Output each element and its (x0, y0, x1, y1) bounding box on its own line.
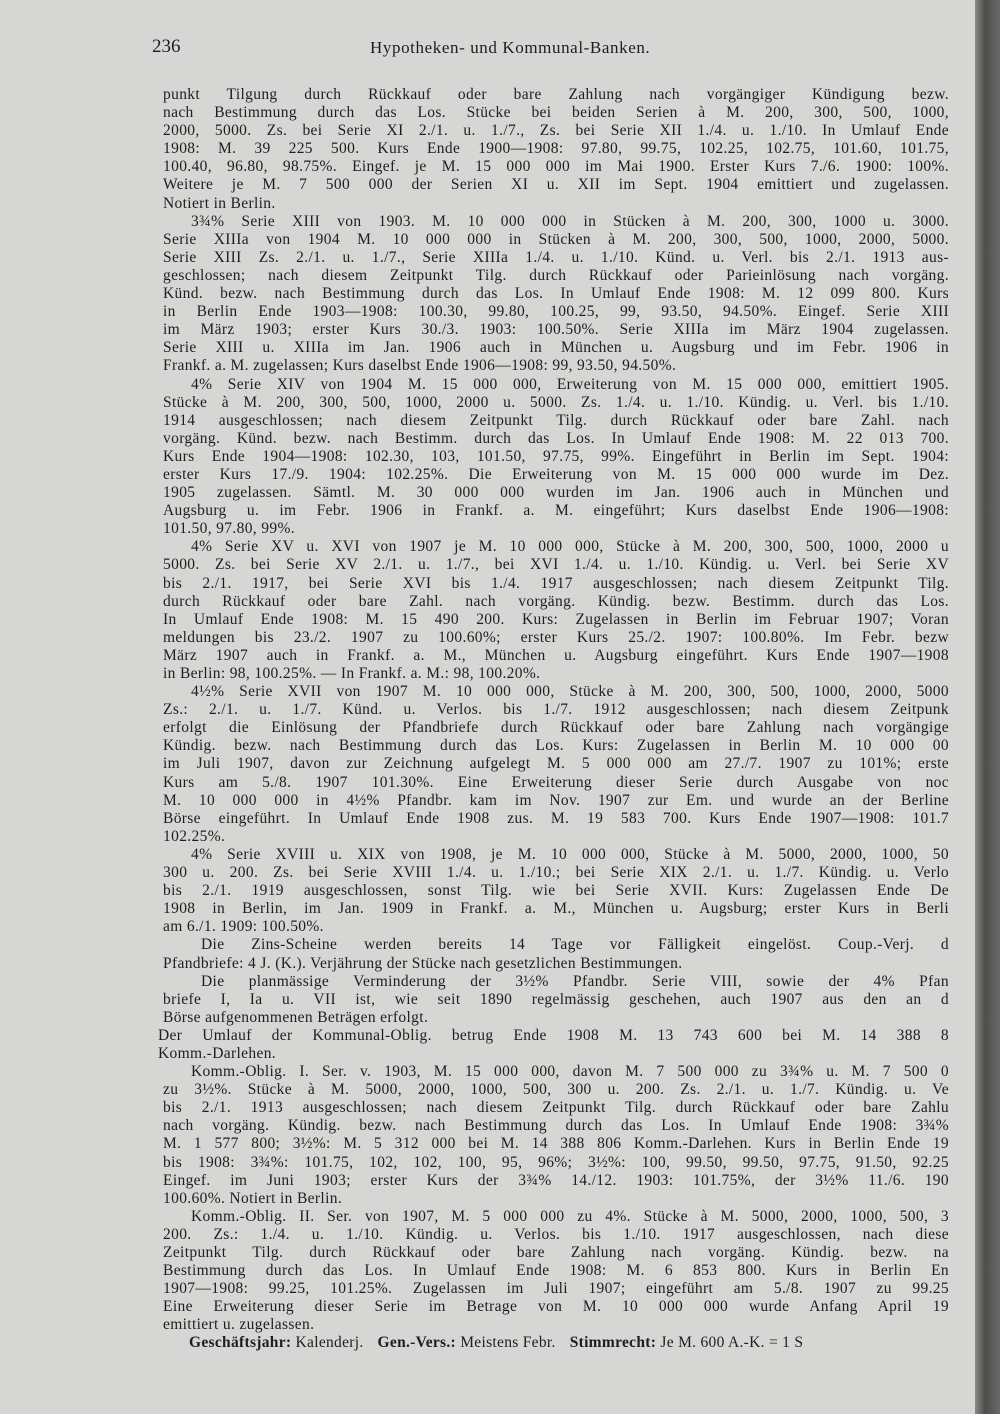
footer-field (189, 1334, 364, 1351)
text-line: 1914 ausgeschlossen; nach diesem Zeitpunkt Tilg. durch Rückkauf oder bare Zahl. nach (163, 411, 949, 429)
text-line: Zeitpunkt Tilg. durch Rückkauf oder bare Zahlung nach vorgäng. Kündig. bezw. na (163, 1244, 949, 1261)
paragraph (163, 846, 949, 936)
text-line: 1905 zugelassen. Sämtl. M. 30 000 000 wurden im Jan. 1906 auch in München und (163, 484, 949, 502)
text-line: in Berlin: 98, 100.25%. — In Frankf. a. M.: 98, 100.20%. (163, 665, 541, 682)
text-line: Bestimmung durch das Los. In Umlauf Ende 1908: M. 6 853 800. Kurs in Berlin En (163, 1262, 949, 1280)
text-line: Kündig. bezw. nach Bestimmung durch das Los. Kurs: Zugelassen in Berlin M. 10 000 00 (163, 737, 949, 755)
text-line: Weitere je M. 7 500 000 der Serien XI u. XII im Sept. 1904 emittiert und zugelassen. (163, 176, 949, 194)
paragraph (163, 376, 949, 539)
text-line: im März 1903; erster Kurs 30./3. 1903: 100.50%. Serie XIIIa im März 1904 zugelassen. (163, 321, 949, 339)
text-line: punkt Tilgung durch Rückkauf oder bare Zahlung nach vorgängiger Kündigung bezw. (163, 86, 949, 103)
text-line: 2000, 5000. Zs. bei Serie XI 2./1. u. 1./7., Zs. bei Serie XII 1./4. u. 1./10. In Umlauf Ende (163, 122, 949, 140)
text-line: nach Bestimmung durch das Los. Stücke bei beiden Serien à M. 200, 300, 500, 1000, (163, 104, 949, 122)
footer-line (161, 1334, 989, 1352)
text-line: Eingef. im Juni 1903; erster Kurs der 3¾% 14./12. 1903: 101.75%, der 3½% 11./6. 190 (163, 1171, 949, 1189)
footer-label: Geschäftsjahr: (189, 1334, 292, 1352)
paragraph (163, 1063, 949, 1208)
text-line: 102.25%. (163, 827, 226, 845)
text-line: 4½% Serie XVII von 1907 M. 10 000 000, Stücke à M. 200, 300, 500, 1000, 2000, 5000 (191, 683, 949, 701)
paragraph (163, 973, 949, 1027)
text-line: Komm.-Darlehen. (158, 1044, 277, 1062)
text-line: Serie XIII u. XIIIa im Jan. 1906 auch in München u. Augsburg und im Febr. 1906 in (163, 339, 949, 357)
text-line: Künd. bezw. nach Bestimmung durch das Los. In Umlauf Ende 1908: M. 12 099 800. Kurs (163, 285, 949, 303)
text-line: Frankf. a. M. zugelassen; Kurs daselbst Ende 1906—1908: 99, 93.50, 94.50%. (163, 357, 677, 375)
text-line: 5000. Zs. bei Serie XV 2./1. u. 1./7., bei XVI 1./4. u. 1./10. Kündig. u. Verl. bei Serie XV (163, 556, 949, 574)
running-title: Hypotheken- und Kommunal-Banken. (370, 38, 651, 57)
text-line: geschlossen; nach diesem Zeitpunkt Tilg. durch Rückkauf oder Parieinlösung nach vorgäng. (163, 266, 949, 284)
text-line: durch Rückkauf oder bare Zahl. nach vorgäng. Kündig. bezw. Bestimm. durch das Los. (163, 592, 949, 610)
footer-label: Gen.-Vers.: (377, 1334, 457, 1352)
text-line: Augsburg u. im Febr. 1906 in Frankf. a. M. eingeführt; Kurs daselbst Ende 1906—1908: (163, 502, 949, 520)
text-line: Serie XIIIa von 1904 M. 10 000 000 in Stücken à M. 200, 300, 500, 1000, 2000, 5000. (163, 230, 949, 248)
text-line: 3¾% Serie XIII von 1903. M. 10 000 000 in Stücken à M. 200, 300, 1000 u. 3000. (191, 212, 949, 230)
text-line: 200. Zs.: 1./4. u. 1./10. Kündig. u. Verlos. bis 1./10. 1917 ausgeschlossen, nach diese (163, 1225, 949, 1243)
text-line: am 6./1. 1909: 100.50%. (163, 918, 324, 936)
paragraphs (158, 86, 949, 1334)
text-line: briefe I, Ia u. VII ist, wie seit 1890 regelmässig geschehen, auch 1907 aus den an d (163, 990, 949, 1008)
text-line: zu 3½%. Stücke à M. 5000, 2000, 1000, 500, 300 u. 200. Zs. 2./1. u. 1./7. Kündig. u. Ve (163, 1081, 949, 1099)
scan-page-edge (975, 0, 1000, 1414)
text-line: vorgäng. Künd. bezw. nach Bestimm. durch das Los. In Umlauf Ende 1908: M. 22 013 700. (163, 429, 949, 447)
text-line: Börse eingeführt. In Umlauf Ende 1908 zus. M. 19 583 700. Kurs Ende 1907—1908: 101.7 (163, 809, 949, 827)
text-line: Eine Erweiterung dieser Serie im Betrage von M. 10 000 000 wurde Anfang April 19 (163, 1298, 949, 1316)
text-line: bis 2./1. 1913 ausgeschlossen; nach diesem Zeitpunkt Tilg. durch Rückkauf oder bare Zahlu (163, 1099, 949, 1117)
paragraph (163, 936, 949, 972)
text-line: Der Umlauf der Kommunal-Oblig. betrug Ende 1908 M. 13 743 600 bei M. 14 388 8 (158, 1026, 949, 1044)
text-line: Zs.: 2./1. u. 1./7. Künd. u. Verlos. bis 1./7. 1912 ausgeschlossen; nach diesem Zeitpunk (163, 701, 949, 719)
text-line: Stücke à M. 200, 300, 500, 1000, 2000 u. 5000. Zs. 1./4. u. 1./10. Kündig. u. Verl. bis 1./10. (163, 393, 949, 411)
text-line: 100.60%. Notiert in Berlin. (163, 1189, 343, 1207)
text-line: 4% Serie XV u. XVI von 1907 je M. 10 000 000, Stücke à M. 200, 300, 500, 1000, 2000 u (191, 538, 949, 556)
text-line: Pfandbriefe: 4 J. (K.). Verjährung der Stücke nach gesetzlichen Bestimmungen. (163, 954, 683, 972)
text-line: Börse aufgenommenen Beträgen erfolgt. (163, 1008, 429, 1026)
text-line: Serie XIII Zs. 2./1. u. 1./7., Serie XIIIa 1./4. u. 1./10. Künd. u. Verl. bis 2./1. 1913 aus- (163, 248, 949, 266)
footer-field (378, 1334, 556, 1351)
footer-label: Stimmrecht: (569, 1334, 657, 1352)
footer-value: Kalenderj. (291, 1334, 364, 1352)
text-line: nach vorgäng. Kündig. bezw. nach Bestimmung durch das Los. In Umlauf Ende 1908: 3¾% (163, 1117, 949, 1135)
text-line: 300 u. 200. Zs. bei Serie XVIII 1./4. u. 1./10.; bei Serie XIX 2./1. u. 1./7. Kündig. u. Verlo (163, 864, 949, 882)
text-line: Die Zins-Scheine werden bereits 14 Tage vor Fälligkeit eingelöst. Coup.-Verj. d (201, 936, 949, 954)
paragraph (163, 683, 949, 846)
text-line: März 1907 auch in Frankf. a. M., München u. Augsburg eingeführt. Kurs Ende 1907—1908 (163, 646, 949, 664)
text-line: Die planmässige Verminderung der 3½% Pfandbr. Serie VIII, sowie der 4% Pfan (201, 972, 949, 990)
text-line: 4% Serie XVIII u. XIX von 1908, je M. 10 000 000, Stücke à M. 5000, 2000, 1000, 50 (191, 845, 949, 863)
text-line: Komm.-Oblig. I. Ser. v. 1903, M. 15 000 000, davon M. 7 500 000 zu 3¾% u. M. 7 500 0 (191, 1063, 949, 1081)
text-line: 101.50, 97.80, 99%. (163, 520, 295, 538)
footer-value: Meistens Febr. (456, 1334, 556, 1352)
document-body (158, 86, 949, 1353)
paragraph (163, 213, 949, 376)
text-line: bis 2./1. 1917, bei Serie XVI bis 1./4. 1917 ausgeschlossen; nach diesem Zeitpunkt Tilg. (163, 574, 949, 592)
text-line: 1908: M. 39 225 500. Kurs Ende 1900—1908: 97.80, 99.75, 102.25, 102.75, 101.60, 101.75, (163, 140, 949, 158)
paragraph (163, 538, 949, 683)
page-number: 236 (152, 36, 181, 57)
paragraph (163, 1208, 949, 1335)
text-line: Kurs am 5./8. 1907 101.30%. Eine Erweiterung dieser Serie durch Ausgabe von noc (163, 773, 949, 791)
text-line: 1908 in Berlin, im Jan. 1909 in Frankf. a. M., München u. Augsburg; erster Kurs in Berli (163, 900, 949, 918)
text-line: In Umlauf Ende 1908: M. 15 490 200. Kurs: Zugelassen in Berlin im Februar 1907; Voran (163, 610, 949, 628)
text-line: Kurs Ende 1904—1908: 102.30, 103, 101.50, 97.75, 99%. Eingeführt in Berlin im Sept. 1904: (163, 447, 949, 465)
footer-field (570, 1334, 804, 1351)
text-line: Notiert in Berlin. (163, 194, 276, 212)
text-line: im Juli 1907, davon zur Zeichnung aufgelegt M. 5 000 000 am 27./7. 1907 zu 101%; erste (163, 755, 949, 773)
text-line: bis 2./1. 1919 ausgeschlossen, sonst Tilg. wie bei Serie XVII. Kurs: Zugelassen Ende De (163, 882, 949, 900)
text-line: 1907—1908: 99.25, 101.25%. Zugelassen im Juli 1907; eingeführt am 5./8. 1907 zu 99.25 (163, 1280, 949, 1298)
text-line: emittiert u. zugelassen. (163, 1316, 315, 1334)
text-line: M. 10 000 000 in 4½% Pfandbr. kam im Nov. 1907 zur Em. und wurde an der Berline (163, 791, 949, 809)
text-line: in Berlin Ende 1903—1908: 100.30, 99.80, 100.25, 99, 93.50, 94.50%. Eingef. Serie XIII (163, 303, 949, 321)
paragraph (163, 86, 949, 213)
text-line: bis 1908: 3¾%: 101.75, 102, 102, 100, 95, 96%; 3½%: 100, 99.50, 99.50, 97.75, 91.50, 92.25 (163, 1153, 949, 1171)
text-line: 100.40, 96.80, 98.75%. Eingef. je M. 15 000 000 im Mai 1900. Erster Kurs 7./6. 1900: 100%. (163, 158, 949, 176)
text-line: erfolgt die Einlösung der Pfandbriefe durch Rückkauf oder bare Zahlung nach vorgängige (163, 719, 949, 737)
text-line: Komm.-Oblig. II. Ser. von 1907, M. 5 000 000 zu 4%. Stücke à M. 5000, 2000, 1000, 500, 3 (191, 1207, 949, 1225)
text-line: M. 1 577 800; 3½%: M. 5 312 000 bei M. 14 388 806 Komm.-Darlehen. Kurs in Berlin Ende 19 (163, 1135, 949, 1153)
text-line: meldungen bis 23./2. 1907 zu 100.60%; erster Kurs 25./2. 1907: 100.80%. Im Febr. bezw (163, 628, 949, 646)
footer-value: Je M. 600 A.-K. = 1 S (656, 1334, 804, 1352)
text-line: 4% Serie XIV von 1904 M. 15 000 000, Erweiterung von M. 15 000 000, emittiert 1905. (191, 375, 949, 393)
paragraph (158, 1026, 949, 1063)
text-line: erster Kurs 17./9. 1904: 102.25%. Die Erweiterung von M. 15 000 000 wurde im Dez. (163, 465, 949, 483)
